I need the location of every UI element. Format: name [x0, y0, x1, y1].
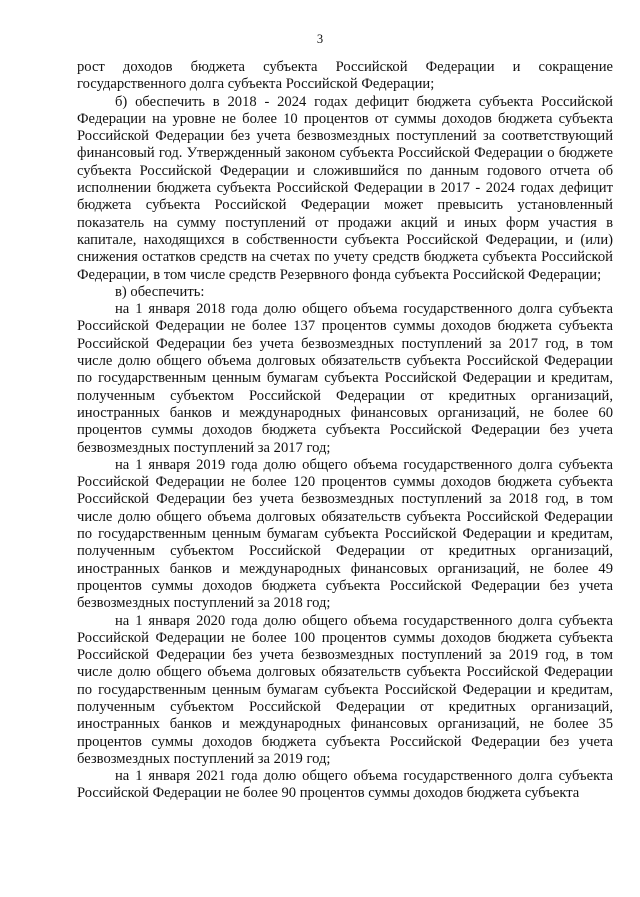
paragraph-2018: на 1 января 2018 года долю общего объема государственного долга субъекта Российской Федерации не более 137 процентов суммы доходов бюджета субъекта Российской Федерации без учета безвозмездных поступлений за 2017 год, в том числе долю общего объема долговых обязательств субъекта Российской Федерации по государственным ценным бумагам субъекта Российской Федерации и кредитам, полученным субъектом Российской Федерации от кредитных организаций, иностранных банков и международных финансовых организаций, не более 60 процентов суммы доходов бюджета субъекта Российской Федерации без учета безвозмездных поступлений за 2017 год; — [77, 301, 613, 456]
document-body — [77, 59, 613, 803]
paragraph-item-v: в) обеспечить: — [115, 283, 205, 300]
paragraph-item-b: б) обеспечить в 2018 - 2024 годах дефицит бюджета субъекта Российской Федерации на уровне не более 10 процентов от суммы доходов бюджета субъекта Российской Федерации без учета безвозмездных поступлений за соответствующий финансовый год. Утвержденный законом субъекта Российской Федерации о бюджете субъекта Российской Федерации и сложившийся по данным годового отчета об исполнении бюджета субъекта Российской Федерации в 2017 - 2024 годах дефицит бюджета субъекта Российской Федерации может превысить установленный показатель на сумму поступлений от продажи акций и иных форм участия в капитале, находящихся в собственности субъекта Российской Федерации, и (или) снижения остатков средств на счетах по учету средств бюджета субъекта Российской Федерации, в том числе средств Резервного фонда субъекта Российской Федерации; — [77, 93, 613, 283]
paragraph-continuation: рост доходов бюджета субъекта Российской Федерации и сокращение государственного долга субъекта Российской Федерации; — [77, 59, 613, 93]
paragraph-2021: на 1 января 2021 года долю общего объема государственного долга субъекта Российской Федерации не более 90 процентов суммы доходов бюджета субъекта — [77, 768, 613, 802]
paragraph-2019: на 1 января 2019 года долю общего объема государственного долга субъекта Российской Федерации не более 120 процентов суммы доходов бюджета субъекта Российской Федерации без учета безвозмездных поступлений за 2018 год, в том числе долю общего объема долговых обязательств субъекта Российской Федерации по государственным ценным бумагам субъекта Российской Федерации и кредитам, полученным субъектом Российской Федерации от кредитных организаций, иностранных банков и международных финансовых организаций, не более 49 процентов суммы доходов бюджета субъекта Российской Федерации без учета безвозмездных поступлений за 2018 год; — [77, 456, 613, 612]
page-number: 3 — [316, 32, 324, 46]
paragraph-2020: на 1 января 2020 года долю общего объема государственного долга субъекта Российской Федерации не более 100 процентов суммы доходов бюджета субъекта Российской Федерации без учета безвозмездных поступлений за 2019 год, в том числе долю общего объема долговых обязательств субъекта Российской Федерации по государственным ценным бумагам субъекта Российской Федерации и кредитам, полученным субъектом Российской Федерации от кредитных организаций, иностранных банков и международных финансовых организаций, не более 35 процентов суммы доходов бюджета субъекта Российской Федерации без учета безвозмездных поступлений за 2019 год; — [77, 612, 613, 767]
